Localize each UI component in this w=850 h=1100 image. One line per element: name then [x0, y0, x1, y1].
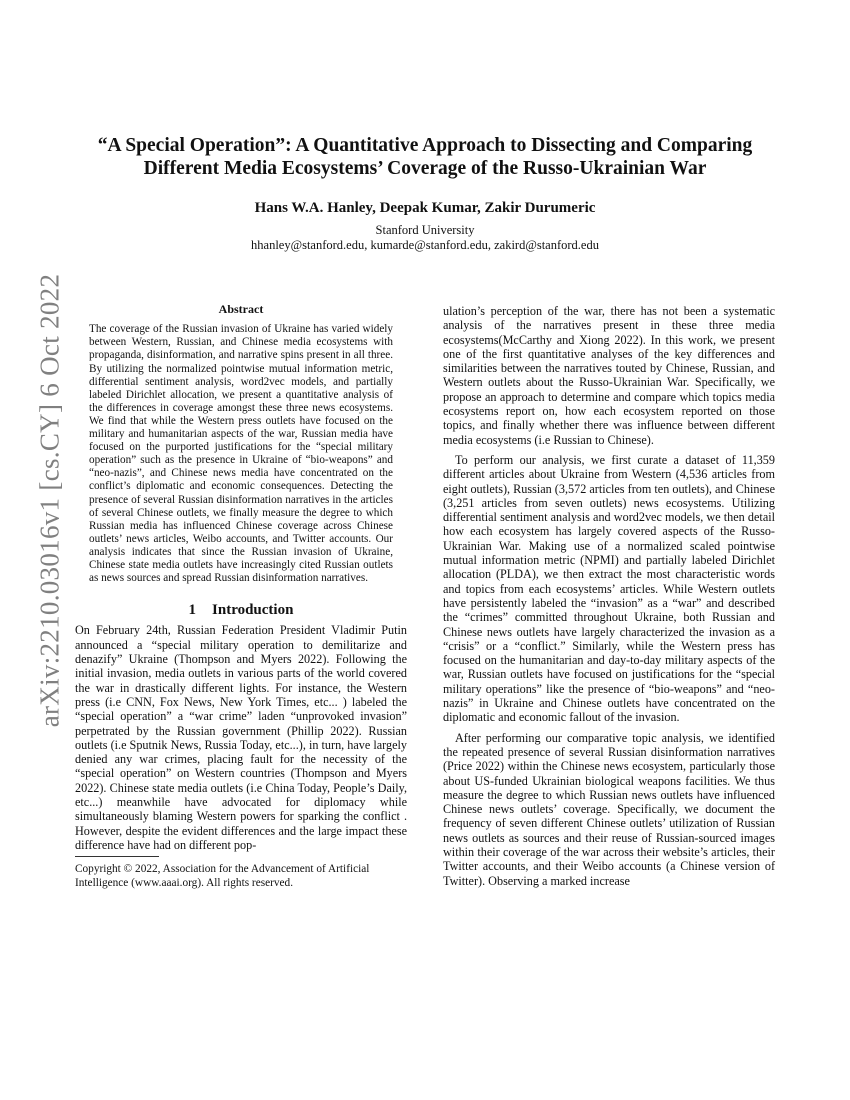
section-number: 1 — [188, 602, 197, 619]
abstract-text: The coverage of the Russian invasion of Ukraine has varied widely between Western, Russian, and Chinese media ecosystems with propaganda, disinformation, and narrative spins present in all three. By utilizing the normalized pointwise mutual information metric, differential sentiment analysis, word2vec models, and partially labeled Dirichlet allocation, we present a quantitative analysis of the differences in coverage amongst these three news ecosystems. We find that while the Western press outlets have focused on the military and humanitarian aspects of the war, Russian media have focused on the purported justifications for the “special military operation” such as the presence in Ukraine of “bio-weapons” and “neo-nazis”, and Chinese news media have concentrated on the conflict’s diplomatic and economic consequences. Detecting the presence of several Russian disinformation narratives in the articles of several Chinese outlets, we finally measure the degree to which Russian media has influenced Chinese coverage across Chinese outlets’ news articles, Weibo accounts, and Twitter accounts. Our analysis indicates that since the Russian invasion of Ukraine, Chinese state media outlets have increasingly cited Russian outlets as news sources and spread Russian disinformation narratives. — [89, 323, 393, 585]
paper-authors: Hans W.A. Hanley, Deepak Kumar, Zakir Durumeric — [254, 200, 596, 216]
intro-paragraph-1-part-2: ulation’s perception of the war, there has not been a systematic analysis of the narratives present in these three media ecosystems(McCarthy and Xiong 2022). In this work, we present one of the first quantitative analyses of the key differences and similarities between the narratives touted by Chinese, Russian, and Western outlets about the Russo-Ukrainian War. Specifically, we propose an approach to determine and compare which topics media ecosystems report on, how each ecosystem reported on those topics, and finally whether there was influence between different media ecosystems (i.e Russian to Chinese). — [443, 304, 775, 447]
affiliation: Stanford University — [375, 223, 475, 237]
arxiv-stamp — [30, 273, 70, 727]
author-affiliation-block — [60, 223, 790, 253]
intro-paragraph-3: After performing our comparative topic analysis, we identified the repeated presence of several Russian disinformation narratives (Price 2022) within the Chinese news ecosystem, particularly those about US-funded Ukrainian biological weapons facilities. We thus measure the degree to which Russian news outlets have influenced Chinese news outlets’ coverage. Specifically, we document the frequency of seven different Chinese outlets’ utilization of Russian news outlets as sources and their reuse of Russian-sourced images within their coverage of the war across their website’s articles, their Twitter accounts, and their Weibo accounts (a Chinese version of Twitter). Observing a marked increase — [443, 730, 775, 888]
section-title: Introduction — [212, 602, 294, 619]
arxiv-identifier: arXiv:2210.03016v1 [cs.CY] 6 Oct 2022 — [34, 273, 65, 727]
intro-paragraph-2: To perform our analysis, we first curate a dataset of 11,359 different articles about Ukraine from Western (4,536 articles from eight outlets), Russian (3,572 articles from ten outlets), and Chinese (3,251 articles from seven outlets) news ecosystems. Utilizing differential sentiment analysis and word2vec models, we then detail how each ecosystem has largely covered aspects of the Russo-Ukrainian War. Making use of a normalized scaled pointwise mutual information metric (NPMI) and partially labeled Dirichlet allocation (PLDA), we then extract the most characteristic words and topics from each ecosystems’ articles. While Western outlets have persistently labeled the “invasion” as a “war” and described the “crimes” committed throughout Ukraine, both Russian and Chinese news outlets have largely characterized the invasion as a “crisis” or a “conflict.” Similarly, while the Western press has focused on the humanitarian and day-to-day military aspects of the war, Russian outlets have focused on justifications for the “special military operations” like the presence of “bio-weapons” and “neo-nazis” in Ukraine and Chinese outlets have concentrated on the diplomatic and economic fallout of the invasion. — [443, 452, 775, 725]
author-emails: hhanley@stanford.edu, kumarde@stanford.edu, zakird@stanford.edu — [251, 238, 599, 252]
left-column — [75, 302, 407, 890]
intro-paragraph-1-part-1: On February 24th, Russian Federation President Vladimir Putin announced a “special military operation to demilitarize and denazify” Ukraine (Thompson and Myers 2022). Following the initial invasion, media outlets in various parts of the world covered the war in drastically different lights. For instance, the Western press (i.e CNN, Fox News, New York Times, etc... ) labeled the “special operation” a “war crime” laden “unprovoked invasion” perpetrated by the Russian government (Phillip 2022). Russian outlets (i.e Sputnik News, Russia Today, etc...), in turn, have largely denied any war crimes, placing fault for the necessity of the “special operation” on Western countries (Thompson and Myers 2022). Chinese state media outlets (i.e China Today, People’s Daily, etc...) meanwhile have advocated for diplomacy while simultaneously blaming Western powers for sparking the conflict . However, despite the evident differences and the large impact these difference have had on different pop- — [75, 623, 407, 852]
abstract-heading: Abstract — [218, 302, 264, 316]
section-heading-introduction — [75, 603, 407, 617]
footnote-rule — [75, 856, 159, 857]
copyright-footnote: Copyright © 2022, Association for the Advancement of Artificial Intelligence (www.aaai.org). All rights reserved. — [75, 863, 370, 889]
right-column — [443, 304, 775, 888]
paper-title: “A Special Operation”: A Quantitative Approach to Dissecting and Comparing Different Media Ecosystems’ Coverage of the Russo-Ukrainian War — [97, 135, 753, 179]
